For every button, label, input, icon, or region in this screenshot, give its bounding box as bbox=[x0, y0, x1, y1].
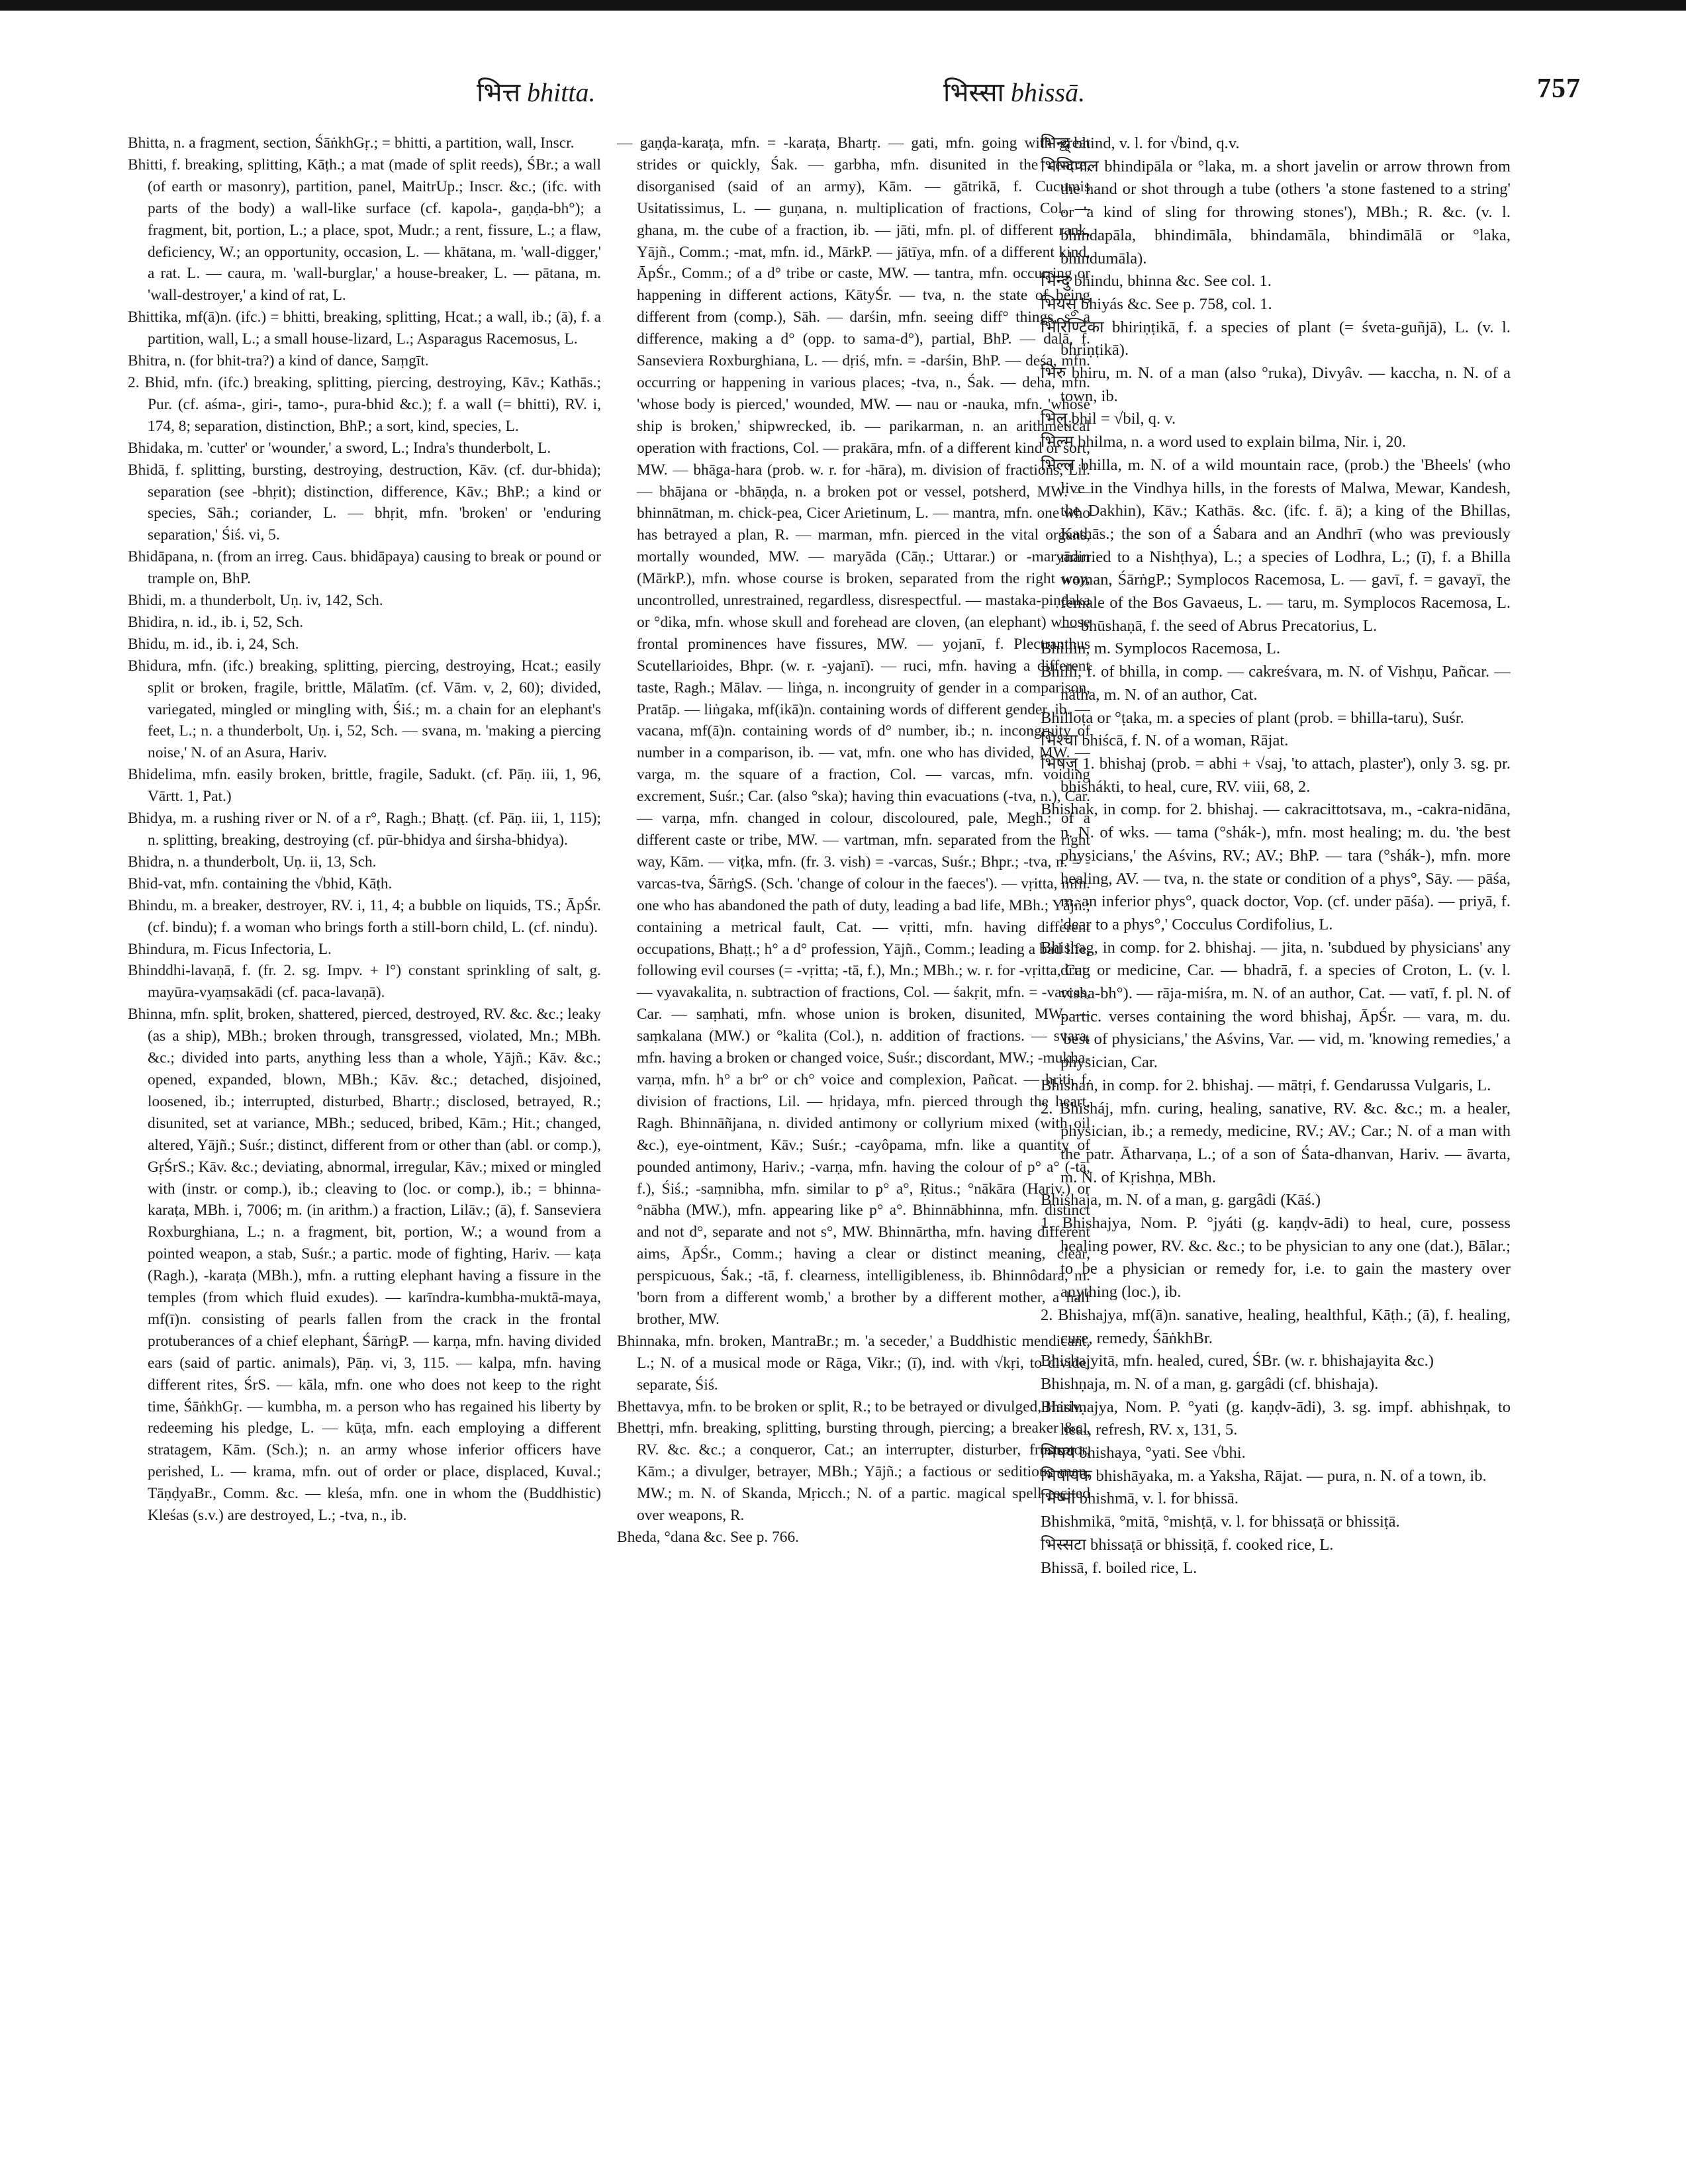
dictionary-entry: भिन्द् bhind, v. l. for √bind, q.v. bbox=[1041, 134, 1240, 152]
dictionary-entry: भियस् bhiyás &c. See p. 758, col. 1. bbox=[1041, 295, 1272, 313]
dictionary-entry: Bhitta, n. a fragment, section, ŚāṅkhGṛ.; = bhitti, a partition, wall, Inscr. bbox=[128, 134, 575, 152]
dictionary-entry: भिस्सटा bhissaṭā or bhissiṭā, f. cooked rice, L. bbox=[1041, 1535, 1334, 1554]
dictionary-entry: Bhidya, m. a rushing river or N. of a r°, Ragh.; Bhaṭṭ. (cf. Pāṇ. iii, 1, 115); n. splitting, breaking, destroying (cf. pūr-bhidya and śirsha-bhidya). bbox=[128, 810, 601, 849]
dictionary-entry: Bhindu, m. a breaker, destroyer, RV. i, 11, 4; a bubble on liquids, TS.; ĀpŚr. (cf. bindu); f. a woman who brings forth a still-born child, L. (cf. nindu). bbox=[128, 896, 601, 936]
dictionary-entry: Bhishṇaja, m. N. of a man, g. gargâdi (cf. bhishaja). bbox=[1041, 1374, 1379, 1393]
dictionary-entry: Bhissā, f. boiled rice, L. bbox=[1041, 1558, 1197, 1577]
dictionary-entry: Bhitti, f. breaking, splitting, Kāṭh.; a mat (made of split reeds), ŚBr.; a wall (of earth or masonry), partition, panel, MaitrUp.; Inscr. &c.; (ifc. with parts of the body) a wall-like surface (cf. kapola-, gaṇḍa-bh°); a fragment, bit, portion, L.; a place, spot, Mudr.; a rent, fissure, L.; a flaw, deficiency, W.; an opportunity, occasion, L. — khātana, m. 'wall-digger,' a rat. L. — caura, m. 'wall-burglar,' a house-breaker, L. — pātana, m. 'wall-destroyer,' a kind of rat, L. bbox=[128, 156, 601, 305]
dictionary-entry: भिषज् 1. bhishaj (prob. = abhi + √saj, 'to attach, plaster'), only 3. sg. pr. bhishákti, to heal, cure, RV. viii, 68, 2. bbox=[1041, 754, 1511, 796]
dictionary-entry: भिल्म bhilma, n. a word used to explain bilma, Nir. i, 20. bbox=[1041, 433, 1406, 451]
dictionary-entry: Bhishaja, m. N. of a man, g. gargâdi (Kāś.) bbox=[1041, 1191, 1321, 1210]
column-2 bbox=[617, 132, 1090, 2165]
dictionary-entry: Bhettavya, mfn. to be broken or split, R.; to be betrayed or divulged, Hariv. bbox=[617, 1398, 1084, 1415]
dictionary-entry: Bhidāpana, n. (from an irreg. Caus. bhidāpaya) causing to break or pound or trample on, BhP. bbox=[128, 548, 601, 588]
dictionary-entry: भिरिण्टिका bhiriṇṭikā, f. a species of plant (= śveta-guñjā), L. (v. l. bhriṇṭikā). bbox=[1041, 318, 1511, 359]
dictionary-entry: Bhinddhi-lavaṇā, f. (fr. 2. sg. Impv. + l°) constant sprinkling of salt, g. mayūra-vyaṃsakādi (cf. paca-lavaṇā). bbox=[128, 962, 601, 1002]
dictionary-entry: Bhidura, mfn. (ifc.) breaking, splitting, piercing, destroying, Hcat.; easily split or broken, fragile, brittle, Mālatīm. (cf. Vām. v, 2, 60); divided, variegated, mingled or mingling with, Śiś.; m. a chain for an elephant's feet, L.; n. a thunderbolt, Uṇ. i, 52, Sch. — svana, m. 'making a piercing noise,' N. of an Asura, Hariv. bbox=[128, 657, 601, 762]
dictionary-entry: — gaṇḍa-karaṭa, mfn. = -karaṭa, Bhartṛ. — gati, mfn. going with great strides or quickly, Śak. — garbha, mfn. disunited in the centre, disorganised (said of an army), Kām. — gātrikā, f. Cucumis Usitatissimus, L. — guṇana, n. multiplication of fractions, Col. — ghana, m. the cube of a fraction, ib. — jāti, mfn. pl. of different rank, Yājñ., Comm.; -mat, mfn. id., MārkP. — jātīya, mfn. of a different kind, ĀpŚr., Comm.; of a d° tribe or caste, MW. — tantra, mfn. occurring or happening in different actions, KātyŚr. — tva, n. the state of being different from (comp.), Sāh. — darśin, mfn. seeing diff° things, s° a difference, making a d° (opp. to sama-d°), partial, BhP. — dalā, f. Sanseviera Roxburghiana, L. — dṛiś, mfn. = -darśin, BhP. — deśa, mfn. occurring or happening in various places; -tva, n., Śak. — deha, mfn. 'whose body is pierced,' wounded, MW. — nau or -nauka, mfn. 'whose ship is broken,' shipwrecked, ib. — parikarman, n. an arithmetical operation with fractions, Col. — prakāra, mfn. of a different kind or sort, MW. — bhāga-hara (prob. w. r. for -hāra), m. division of fractions, Lil. — bhājana or -bhāṇḍa, n. a broken pot or vessel, potsherd, MW. — bhinnātman, m. chick-pea, Cicer Arietinum, L. — mantra, mfn. one who has betrayed a plan, R. — marman, mfn. pierced in the vital organs, mortally wounded, MW. — maryāda (Cāṇ.; Uttarar.) or -maryādin (MārkP.), mfn. whose course is broken, separated from the right way, uncontrolled, unrestrained, regardless, disrespectful. — mastaka-piṇḍaka or °dika, mfn. whose skull and forehead are cloven, (an elephant) whose frontal prominences have fissures, MW. — yojanī, f. Plectranthus Scutellarioides, Bhpr. (w. r. -yajanī). — ruci, mfn. having a different taste, Ragh.; Mālav. — liṅga, n. incongruity of gender in a comparison, Pratāp. — liṅgaka, mf(ikā)n. containing words of different gender, ib. — vacana, mf(ā)n. containing words of d° number, ib.; n. incongruity of number in a comparison, ib. — vat, mfn. one who has divided, MW. — varga, m. the square of a fraction, Col. — varcas, mfn. voiding excrement, Suśr.; Car. (also °ska); having thin evacuations (-tva, n.), Car. — varṇa, mfn. changed in colour, discoloured, pale, Megh.; of a different caste or tribe, MW. — vartman, mfn. separated from the right way, Kām. — viṭka, mfn. (fr. 3. vish) = -varcas, Suśr.; Bhpr.; -tva, n. = -varcas-tva, ŚārṅgS. (Sch. 'change of colour in the faeces'). — vṛitta, mfn. one who has abandoned the path of duty, leading a bad life, MBh.; Yājñ.; containing a metrical fault, Cat. — vṛitti, mfn. having different occupations, Bhaṭṭ.; h° a d° profession, Yājñ., Comm.; leading a bad life, following evil courses (= -vṛitta; -tā, f.), Mn.; MBh.; w. r. for -vṛitta, Cat. — vyavakalita, n. subtraction of fractions, Col. — śakṛit, mfn. = -varcas, Car. — saṃhati, mfn. whose union is broken, disunited, MW. — saṃkalana (MW.) or °kalita (Col.), n. addition of fractions. — svara, mfn. having a broken or changed voice, Suśr.; discordant, MW.; -mukha-varṇa, mfn. h° a br° or ch° voice and complexion, Pañcat. — hṛiti, f. division of fractions, Lil. — hṛidaya, mfn. pierced through the heart, Ragh. Bhinnāñjana, n. divided antimony or collyrium mixed (with oil &c.), eye-ointment, Kāv.; Suśr.; -cayôpama, mfn. like a quantity of pounded antimony, Hariv.; -varṇa, mfn. having the colour of p° a° (-tā, f.), Śiś.; -saṃnibha, mfn. similar to p° a°, Ṛitus.; °nākāra (Hariv.) or °nābha (MW.), mfn. appearing like p° a°. Bhinnābhinna, mfn. distinct and not d°, separate and not s°, MW. Bhinnārtha, mfn. having different aims, ĀpŚr., Comm.; having a clear or distinct meaning, clear, perspicuous, Śak.; -tā, f. clearness, intelligibleness, ib. Bhinnôdara, m. 'born from a different womb,' a brother by a different mother, a half brother, MW. bbox=[617, 134, 1090, 1328]
header-left-transliteration: bhitta. bbox=[527, 77, 596, 107]
header-right-transliteration: bhissā. bbox=[1010, 77, 1086, 107]
top-edge-bar bbox=[0, 0, 1686, 11]
dictionary-entry: 2. Bhid, mfn. (ifc.) breaking, splitting, piercing, destroying, Kāv.; Kathās.; Pur. (cf. aśma-, giri-, tamo-, pura-bhid &c.); f. a wall (= bhitti), RV. i, 174, 8; separation, distinction, BhP.; a sort, kind, species, L. bbox=[128, 373, 601, 435]
dictionary-entry: भिन्दिपाल bhindipāla or °laka, m. a short javelin or arrow thrown from the hand or shot through a tube (others 'a stone fastened to a string' or 'a kind of sling for throwing stones'), MBh.; R. &c. (v. l. bhindapāla, bhindimāla, bhindamāla, bhindimālā or °laka, bhindumāla). bbox=[1041, 157, 1511, 267]
dictionary-entry: भिल्ल bhilla, m. N. of a wild mountain race, (prob.) the 'Bheels' (who live in the Vindhya hills, in the forests of Malwa, Mewar, Kandesh, the Dakhin), Kāv.; Kathās. &c. (ifc. f. ā); a king of the Bhillas, Kathās.; the son of a Śabara and an Andhrī (who was previously married to a Nishṭhya), L.; a species of Lodhra, L.; (ī), f. a Bhilla woman, ŚārṅgP.; Symplocos Racemosa, L. — gavī, f. = gavayī, the female of the Bos Gavaeus, L. — taru, m. Symplocos Racemosa, L. — bhūshaṇā, f. the seed of Abrus Precatorius, L. bbox=[1041, 455, 1511, 635]
dictionary-entry: Bhidelima, mfn. easily broken, brittle, fragile, Sadukt. (cf. Pāṇ. iii, 1, 96, Vārtt. 1, Pat.) bbox=[128, 766, 601, 806]
dictionary-entry: भिषायक bhishāyaka, m. a Yaksha, Rājat. — pura, n. N. of a town, ib. bbox=[1041, 1466, 1487, 1485]
dictionary-entry: Bhitra, n. (for bhit-tra?) a kind of dance, Saṃgīt. bbox=[128, 352, 429, 370]
dictionary-entry: Bhishaṅ, in comp. for 2. bhishaj. — mātṛi, f. Gendarussa Vulgaris, L. bbox=[1041, 1076, 1491, 1094]
header-right-headword bbox=[943, 73, 1085, 109]
dictionary-entry: Bhishajyitā, mfn. healed, cured, ŚBr. (w. r. bhishajayita &c.) bbox=[1041, 1352, 1434, 1370]
dictionary-entry: भिष्मा bhishmā, v. l. for bhissā. bbox=[1041, 1490, 1239, 1508]
dictionary-entry: भिषय bhishaya, °yati. See √bhi. bbox=[1041, 1444, 1246, 1462]
dictionary-entry: भिरु bhiru, m. N. of a man (also °ruka), Divyâv. — kaccha, n. N. of a town, ib. bbox=[1041, 364, 1511, 405]
dictionary-entry: Bhidra, n. a thunderbolt, Uṇ. ii, 13, Sch. bbox=[128, 853, 377, 871]
dictionary-entry: भिश्चा bhiścā, f. N. of a woman, Rājat. bbox=[1041, 732, 1289, 750]
dictionary-entry: Bhidu, m. id., ib. i, 24, Sch. bbox=[128, 635, 299, 653]
dictionary-entry: Bhidi, m. a thunderbolt, Uṇ. iv, 142, Sch. bbox=[128, 592, 383, 610]
dictionary-entry: Bhid-vat, mfn. containing the √bhid, Kāṭh. bbox=[128, 875, 393, 892]
page-number: 757 bbox=[1537, 73, 1581, 104]
column-1 bbox=[128, 132, 601, 2165]
dictionary-entry: Bhidā, f. splitting, bursting, destroying, destruction, Kāv. (cf. dur-bhida); separation (see -bhṛit); distinction, difference, Kāv.; BhP.; a kind or species, Sāh.; coriander, L. — bhṛit, mfn. 'broken' or 'enduring separation,' Śiś. vi, 5. bbox=[128, 461, 601, 544]
dictionary-entry: Bhidira, n. id., ib. i, 52, Sch. bbox=[128, 613, 304, 631]
header-right-devanagari: भिस्सा bbox=[943, 77, 1004, 107]
dictionary-entry: Bhindura, m. Ficus Infectoria, L. bbox=[128, 940, 332, 958]
dictionary-entry: भिल् bhil = √bil, q. v. bbox=[1041, 410, 1176, 428]
dictionary-entry: Bhittika, mf(ā)n. (ifc.) = bhitti, breaking, splitting, Hcat.; a wall, ib.; (ā), f. a partition, wall, L.; a small house-lizard, L.; Asparagus Racemosus, L. bbox=[128, 309, 601, 348]
dictionary-entry: Bhillī, f. of bhilla, in comp. — cakreśvara, m. N. of Vishṇu, Pañcar. — nātha, m. N. of an author, Cat. bbox=[1041, 663, 1511, 704]
dictionary-entry: Bhillin, m. Symplocos Racemosa, L. bbox=[1041, 640, 1281, 658]
dictionary-entry: Bhettṛi, mfn. breaking, splitting, bursting through, piercing; a breaker &c., RV. &c. &c.; a conqueror, Cat.; an interrupter, disturber, frustrator, Kām.; a divulger, betrayer, MBh.; Yājñ.; a factious or seditious man, MW.; m. N. of Skanda, Mṛicch.; N. of a partic. magical spell recited over weapons, R. bbox=[617, 1419, 1090, 1525]
column-3 bbox=[1041, 132, 1511, 2165]
dictionary-entry: भिन्दु bhindu, bhinna &c. See col. 1. bbox=[1041, 272, 1272, 291]
dictionary-entry: Bhinna, mfn. split, broken, shattered, pierced, destroyed, RV. &c. &c.; leaky (as a ship), MBh.; broken through, transgressed, violated, Mn.; MBh. &c.; divided into parts, anything less than a whole, Yājñ.; Kāv. &c.; opened, expanded, blown, MBh.; Kāv. &c.; detached, disjoined, loosened, ib.; interrupted, disturbed, Bhartṛ.; disclosed, betrayed, R.; disunited, set at variance, MBh.; seduced, bribed, Kām.; Hit.; changed, altered, Yājñ.; Suśr.; distinct, different from or other than (abl. or comp.), GṛŚrS.; Kāv. &c.; deviating, abnormal, irregular, Kāv.; mixed or mingled with (instr. or comp.), ib.; cleaving to (loc. or comp.), ib.; = bhinna-karaṭa, MBh. i, 7006; m. (in arithm.) a fraction, Lilāv.; (ā), f. Sanseviera Roxburghiana, L.; n. a fragment, bit, portion, W.; a wound from a pointed weapon, a stab, Suśr.; a partic. mode of fighting, Hariv. — kaṭa (Ragh.), -karaṭa (MBh.), mfn. a rutting elephant having a fissure in the temples (from which fluid exudes). — karīndra-kumbha-muktā-maya, mf(ī)n. consisting of pearls fallen from the crack in the frontal protuberances of a chief elephant, ŚārṅgP. — karṇa, mfn. having divided ears (said of partic. animals), Pāṇ. vi, 3, 115. — kalpa, mfn. having different rites, ŚrS. — kāla, mfn. one who does not keep to the right time, ŚāṅkhGṛ. — kumbha, m. a person who has regained his liberty by redeeming his pledge, L. — kūṭa, mfn. each employing a different stratagem, Kām. (Sch.); n. an army whose inferior officers have perished, L. — krama, mfn. out of order or place, displaced, Kuval.; TāṇḍyaBr., Comm. &c. — kleśa, mfn. one in whom the (Buddhistic) Kleśas (s.v.) are destroyed, L.; -tva, n., ib. bbox=[128, 1006, 601, 1525]
dictionary-entry: Bhinnaka, mfn. broken, MantraBr.; m. 'a seceder,' a Buddhistic mendicant, L.; N. of a musical mode or Rāga, Vikr.; (ī), ind. with √kṛi, to divide, separate, Śiś. bbox=[617, 1332, 1090, 1394]
dictionary-entry: 2. Bhisháj, mfn. curing, healing, sanative, RV. &c. &c.; m. a healer, physician, ib.; a remedy, medicine, RV.; AV.; Car.; N. of a man with the patr. Ātharvaṇa, L.; of a son of Śata-dhanvan, Hariv. — āvarta, m. N. of Kṛishṇa, MBh. bbox=[1041, 1099, 1511, 1186]
dictionary-entry: Bheda, °dana &c. See p. 766. bbox=[617, 1529, 800, 1546]
dictionary-entry: Bhilloṭa or °ṭaka, m. a species of plant (prob. = bhilla-taru), Suśr. bbox=[1041, 708, 1464, 727]
dictionary-entry: Bhishṇajya, Nom. P. °yati (g. kaṇḍv-ādi), 3. sg. impf. abhishṇak, to heal, refresh, RV. x, 131, 5. bbox=[1041, 1398, 1511, 1439]
dictionary-entry: Bhishak, in comp. for 2. bhishaj. — cakracittotsava, m., -cakra-nidāna, n. N. of wks. — tama (°shák-), mfn. most healing; m. du. 'the best physicians,' the Aśvins, RV.; AV.; BhP. — tara (°shák-), mfn. more healing, AV. — tva, n. the state or condition of a phys°, Sāy. — pāśa, m. an inferior phys°, quack doctor, Vop. (cf. under pāśa). — priyā, f. 'dear to a phys°,' Cocculus Cordifolius, L. bbox=[1041, 800, 1511, 933]
dictionary-entry: Bhishag, in comp. for 2. bhishaj. — jita, n. 'subdued by physicians' any drug or medicine, Car. — bhadrā, f. a species of Croton, L. (v. l. visha-bh°). — rāja-miśra, m. N. of an author, Cat. — vatī, f. pl. N. of partic. verses containing the word bhishaj, ĀpŚr. — vara, m. du. 'best of physicians,' the Aśvins, Var. — vid, m. 'knowing remedies,' a physician, Car. bbox=[1041, 938, 1511, 1072]
dictionary-entry: 2. Bhishajya, mf(ā)n. sanative, healing, healthful, Kāṭh.; (ā), f. healing, cure, remedy, ŚāṅkhBr. bbox=[1041, 1306, 1511, 1347]
header-left-devanagari: भित्त bbox=[477, 77, 521, 107]
page-header bbox=[106, 73, 1589, 119]
dictionary-entry: Bhidaka, m. 'cutter' or 'wounder,' a sword, L.; Indra's thunderbolt, L. bbox=[128, 439, 551, 457]
header-left-headword bbox=[477, 73, 595, 109]
dictionary-entry: Bhishmikā, °mitā, °mishṭā, v. l. for bhissaṭā or bhissiṭā. bbox=[1041, 1513, 1400, 1531]
dictionary-entry: 1. Bhishajya, Nom. P. °jyáti (g. kaṇḍv-ādi) to heal, cure, possess healing power, RV. &c. &c.; to be physician to any one (dat.), Bālar.; to be a physician or remedy for, i.e. to gain the mastery over anything (loc.), ib. bbox=[1041, 1214, 1511, 1302]
